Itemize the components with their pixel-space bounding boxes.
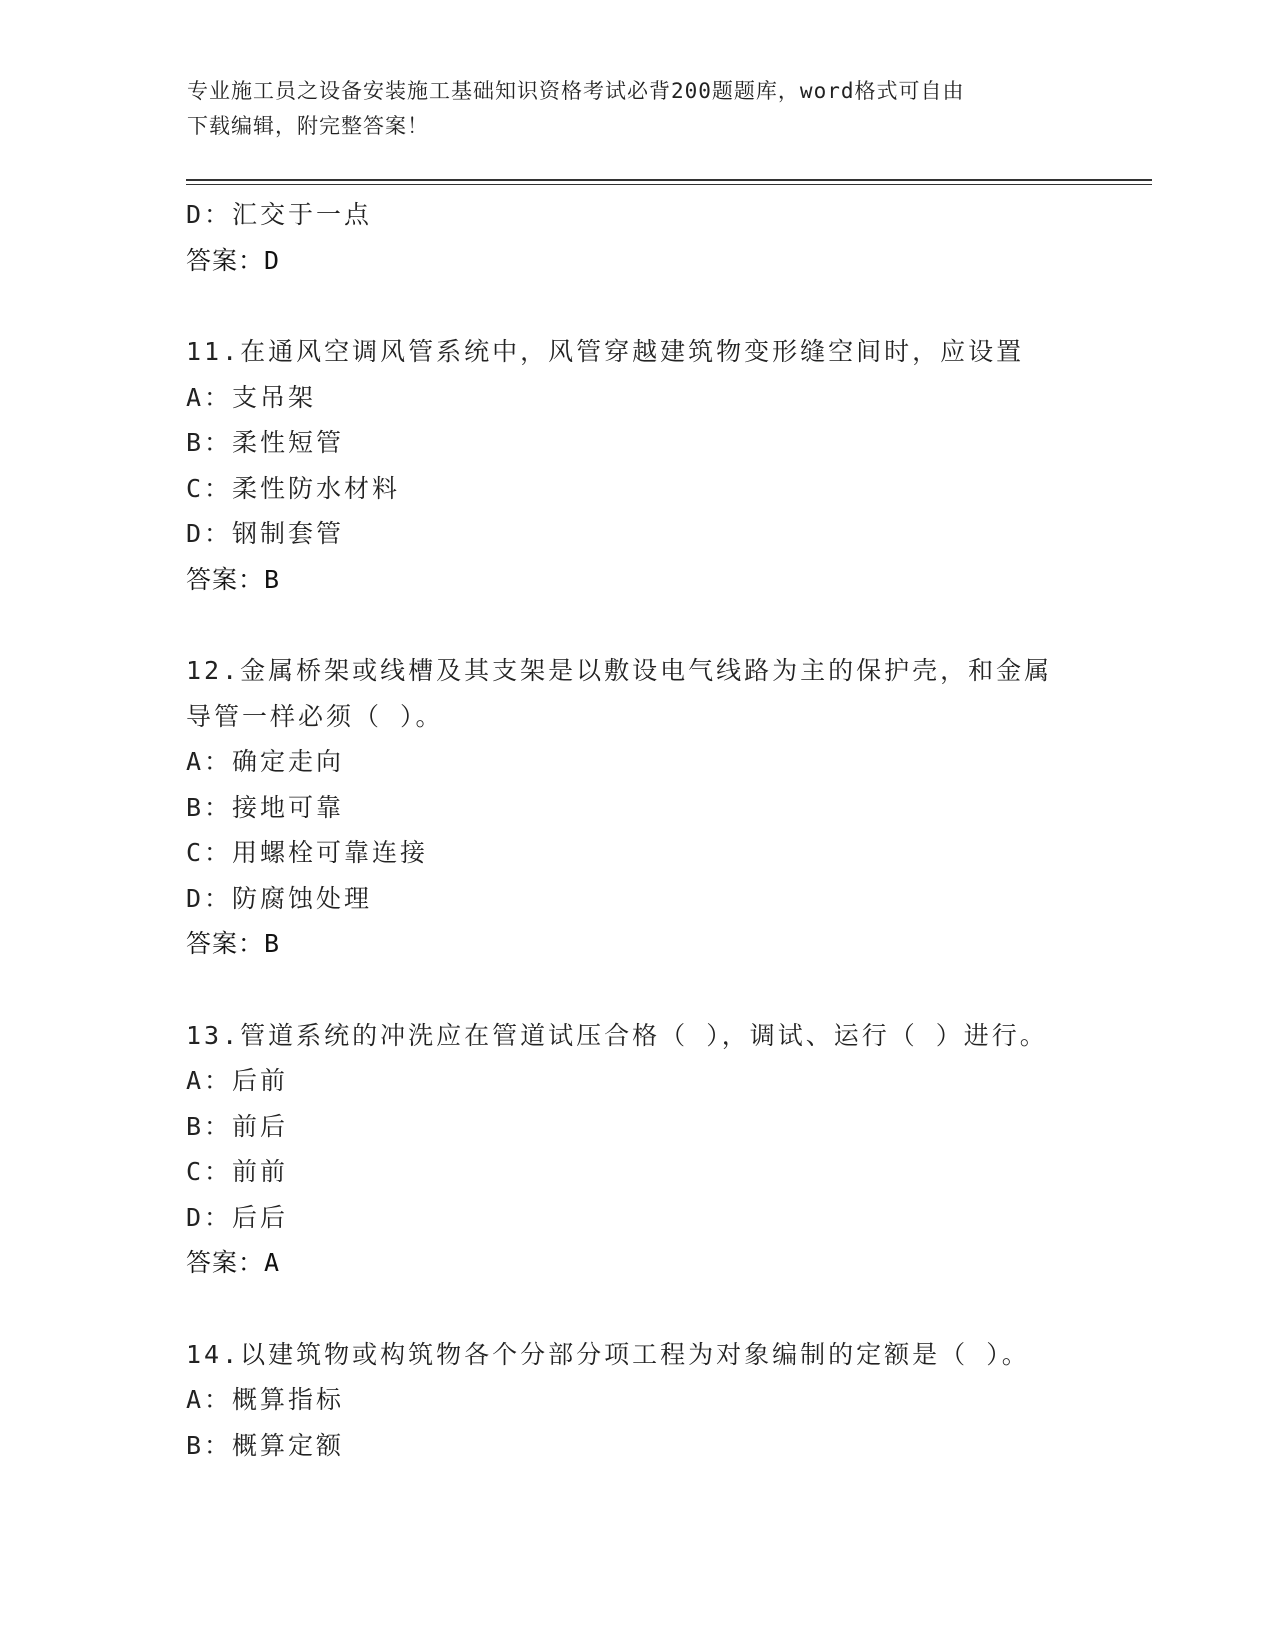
question-block-13 — [186, 1013, 1086, 1286]
header-divider-thick — [186, 179, 1152, 181]
question-stem-continued: 导管一样必须（ ）。 — [186, 701, 444, 731]
header-line-2: 下载编辑，附完整答案！ — [187, 114, 429, 138]
option-b: B：概算定额 — [186, 1430, 345, 1460]
option-b: B：前后 — [186, 1111, 289, 1141]
option-d: D：防腐蚀处理 — [186, 883, 373, 913]
question-block-11 — [186, 329, 1086, 602]
prev-answer: 答案：D — [186, 245, 281, 275]
answer-line: 答案：B — [186, 564, 281, 594]
spacer — [186, 967, 1086, 1013]
option-a: A：确定走向 — [186, 747, 345, 776]
question-stem: 12.金属桥架或线槽及其支架是以敷设电气线路为主的保护壳，和金属 — [186, 656, 1053, 685]
question-stem: 13.管道系统的冲洗应在管道试压合格（ ），调试、运行（ ）进行。 — [186, 1020, 1048, 1050]
question-block-14 — [186, 1332, 1086, 1469]
question-body — [186, 192, 1086, 1468]
option-a: A：支吊架 — [186, 382, 317, 412]
option-b: B：柔性短管 — [186, 428, 345, 457]
option-d: D：钢制套管 — [186, 519, 345, 548]
spacer — [186, 283, 1086, 329]
prev-option-d: D：汇交于一点 — [186, 200, 373, 229]
option-a: A：概算指标 — [186, 1385, 345, 1414]
header-line-1: 专业施工员之设备安装施工基础知识资格考试必背200题题库，word格式可自由 — [187, 79, 965, 103]
answer-line: 答案：A — [186, 1248, 281, 1277]
spacer — [186, 602, 1086, 648]
option-a: A：后前 — [186, 1066, 289, 1095]
question-stem: 11.在通风空调风管系统中，风管穿越建筑物变形缝空间时，应设置 — [186, 337, 1025, 366]
question-stem: 14.以建筑物或构筑物各个分部分项工程为对象编制的定额是（ ）。 — [186, 1339, 1030, 1369]
spacer — [186, 1286, 1086, 1332]
header-divider-thin — [186, 184, 1152, 185]
question-block-12 — [186, 648, 1086, 967]
option-c: C：柔性防水材料 — [186, 473, 401, 503]
option-d: D：后后 — [186, 1202, 289, 1232]
option-c: C：前前 — [186, 1157, 289, 1186]
option-c: C：用螺栓可靠连接 — [186, 838, 429, 867]
document-header — [187, 74, 1087, 144]
option-b: B：接地可靠 — [186, 792, 345, 822]
answer-line: 答案：B — [186, 929, 281, 958]
